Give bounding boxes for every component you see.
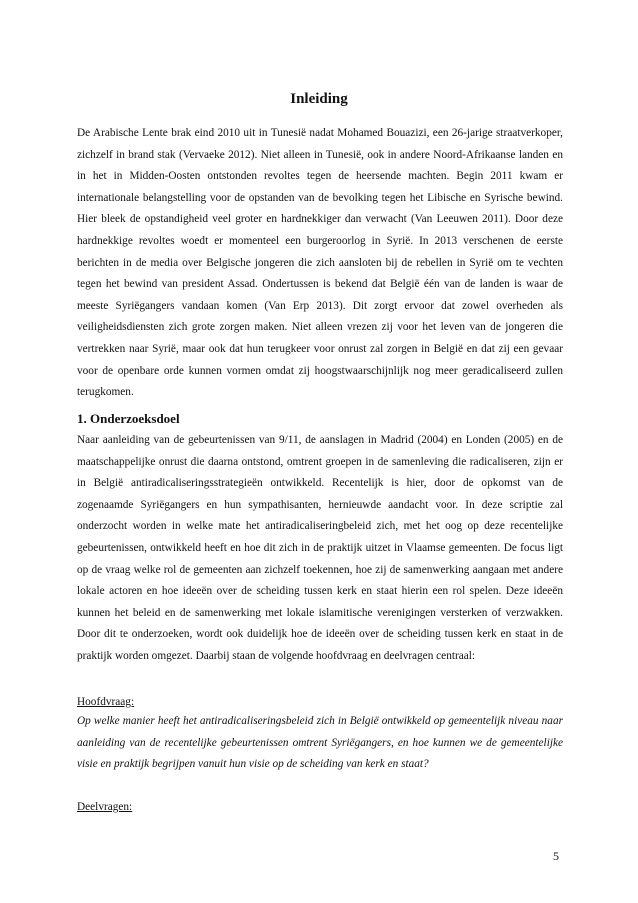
intro-paragraph: De Arabische Lente brak eind 2010 uit in Tunesië nadat Mohamed Bouazizi, een 26-jarige straatverkoper, zichzelf in brand stak (Vervaeke 2012). Niet alleen in Tunesië, ook in andere Noord-Afrikaanse landen en in het in Midden-Oosten ontstonden revoltes tegen de heersende machten. Begin 2011 kwam er internationale belangstelling voor de opstanden van de bevolking tegen het Libische en Syrische bewind. Hier bleek de opstandigheid veel groter en hardnekkiger dan verwacht (Van Leeuwen 2011). Door deze hardnekkige revoltes woedt er momenteel een burgeroorlog in Syrië. In 2013 verschenen de eerste berichten in de media over Belgische jongeren die zich aansloten bij de rebellen in Syrië om te vechten tegen het bewind van president Assad. Ondertussen is bekend dat België één van de landen is waar de meeste Syriëgangers vandaan komen (Van Erp 2013). Dit zorgt ervoor dat zowel overheden als veiligheidsdiensten zich grote zorgen maken. Niet alleen vrezen zij voor het leven van de jongeren die vertrekken naar Syrië, maar ook dat hun terugkeer voor onrust zal zorgen in België en dat zij een gevaar voor de openbare orde kunnen vormen omdat zij hoogstwaarschijnlijk nog meer geradicaliseerd zullen terugkomen. xyxy=(77,127,563,399)
main-question-label: Hoofdvraag: xyxy=(77,696,135,708)
research-aim-paragraph: Naar aanleiding van de gebeurtenissen van 9/11, de aanslagen in Madrid (2004) en Londen (2005) en de maatschappelijke onrust die daarna ontstond, omtrent groepen in de samenleving die radicaliseren, zijn er in België antiradicaliseringsstrategieën ontwikkeld. Recentelijk is hier, door de opkomst van de zogenaamde Syriëgangers en hun sympathisanten, hernieuwde aandacht voor. In deze scriptie zal onderzocht worden in welke mate het antiradicaliseringbeleid zich, met het oog op deze recentelijke gebeurtenissen, ontwikkeld heeft en hoe dit zich in de praktijk uitzet in Vlaamse gemeenten. De focus ligt op de vraag welke rol de gemeenten aan zichzelf toekennen, hoe zij de samenwerking aangaan met andere lokale actoren en hoe ideeën over de scheiding tussen kerk en staat hierin een rol spelen. Deze ideeën kunnen het beleid en de samenwerking met lokale islamitische verenigingen versterken of verzwakken. Door dit te onderzoeken, wordt ook duidelijk hoe de ideeën over de scheiding tussen kerk en staat in de praktijk worden omgezet. Daarbij staan de volgende hoofdvraag en deelvragen centraal: xyxy=(77,434,563,662)
page-title: Inleiding xyxy=(290,91,348,108)
main-question-text: Op welke manier heeft het antiradicaliseringsbeleid zich in België ontwikkeld op gemeentelijk niveau naar aanleiding van de recentelijke gebeurtenissen omtrent Syriëgangers, en hoe kunnen we de gemeentelijke visie en praktijk begrijpen vanuit hun visie op de scheiding van kerk en staat? xyxy=(77,715,563,771)
page-number: 5 xyxy=(553,849,559,863)
section-heading: 1. Onderzoeksdoel xyxy=(77,411,180,426)
sub-questions-label: Deelvragen: xyxy=(77,801,133,813)
